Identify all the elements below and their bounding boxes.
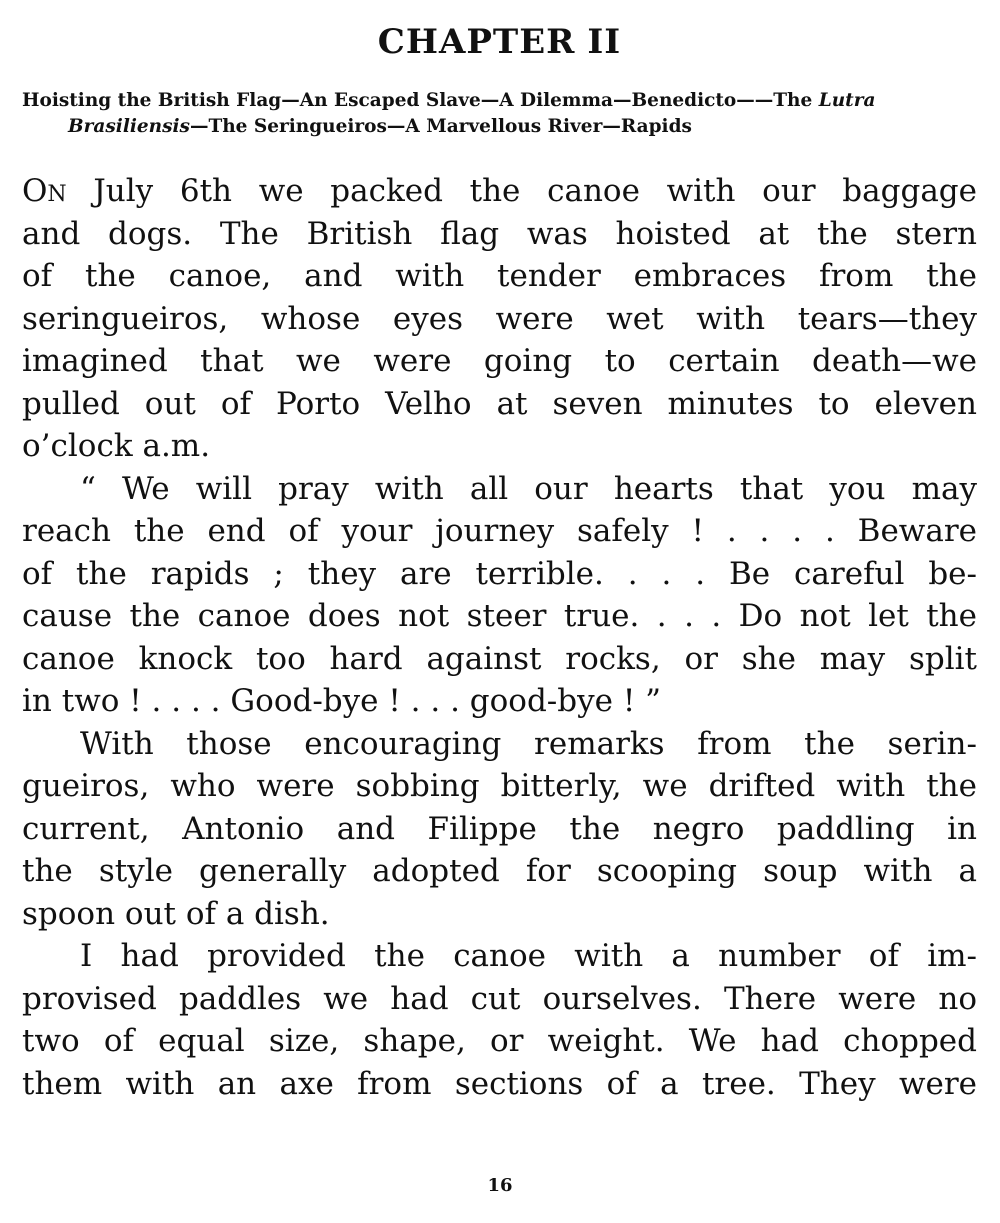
text-line-21: two of equal size, shape, or weight. We had chopped <box>22 1023 977 1059</box>
text-line-11: cause the canoe does not steer true. . . . Do not let the <box>22 598 977 634</box>
chapter-heading <box>22 22 977 62</box>
text-line-5: imagined that we were going to certain death—we <box>22 343 977 379</box>
text-line-12: canoe knock too hard against rocks, or she may split <box>22 640 977 677</box>
text-line-8: “ We will pray with all our hearts that you may <box>80 470 977 507</box>
text-line-1-rest: July 6th we packed the canoe with our baggage <box>66 173 977 209</box>
text-line-19: I had provided the canoe with a number of im- <box>80 938 977 974</box>
text-line-6: pulled out of Porto Velho at seven minutes to eleven <box>22 385 977 422</box>
text-line-20: provised paddles we had cut ourselves. There were no <box>22 980 977 1017</box>
text-line-7: o’clock a.m. <box>22 428 211 464</box>
synopsis-part-1: Hoisting the British Flag—An Escaped Slave—A Dilemma—Benedicto——The <box>22 90 819 111</box>
drop-word: On <box>22 173 67 209</box>
text-line-22: them with an axe from sections of a tree. They were <box>22 1065 977 1102</box>
text-line-14: With those encouraging remarks from the serin- <box>80 725 977 762</box>
text-line-10: of the rapids ; they are terrible. . . . Be careful be- <box>22 555 977 592</box>
text-line-17: the style generally adopted for scooping soup with a <box>22 853 977 889</box>
text-line-4: seringueiros, whose eyes were wet with tears—they <box>22 300 977 337</box>
text-line-15: gueiros, who were sobbing bitterly, we drifted with the <box>22 768 977 804</box>
chapter-number: II <box>587 22 622 62</box>
text-line-16: current, Antonio and Filippe the negro paddling in <box>22 810 977 847</box>
page-number: 16 <box>487 1175 513 1196</box>
body-text <box>22 170 977 1105</box>
text-line-9: reach the end of your journey safely ! . . . . Beware <box>22 513 977 549</box>
text-line-1 <box>22 170 977 213</box>
synopsis-italic: Lutra Brasiliensis <box>68 90 876 137</box>
book-page <box>22 18 977 1105</box>
synopsis-part-2: —The Seringueiros—A Marvellous River—Rapids <box>189 116 692 137</box>
text-line-18: spoon out of a dish. <box>22 895 330 932</box>
text-line-2: and dogs. The British flag was hoisted at the stern <box>22 215 977 252</box>
chapter-label: CHAPTER <box>377 22 576 62</box>
text-line-13: in two ! . . . . Good-bye ! . . . good-bye ! ” <box>22 683 661 719</box>
text-line-3: of the canoe, and with tender embraces from the <box>22 258 977 294</box>
chapter-synopsis <box>22 88 977 140</box>
